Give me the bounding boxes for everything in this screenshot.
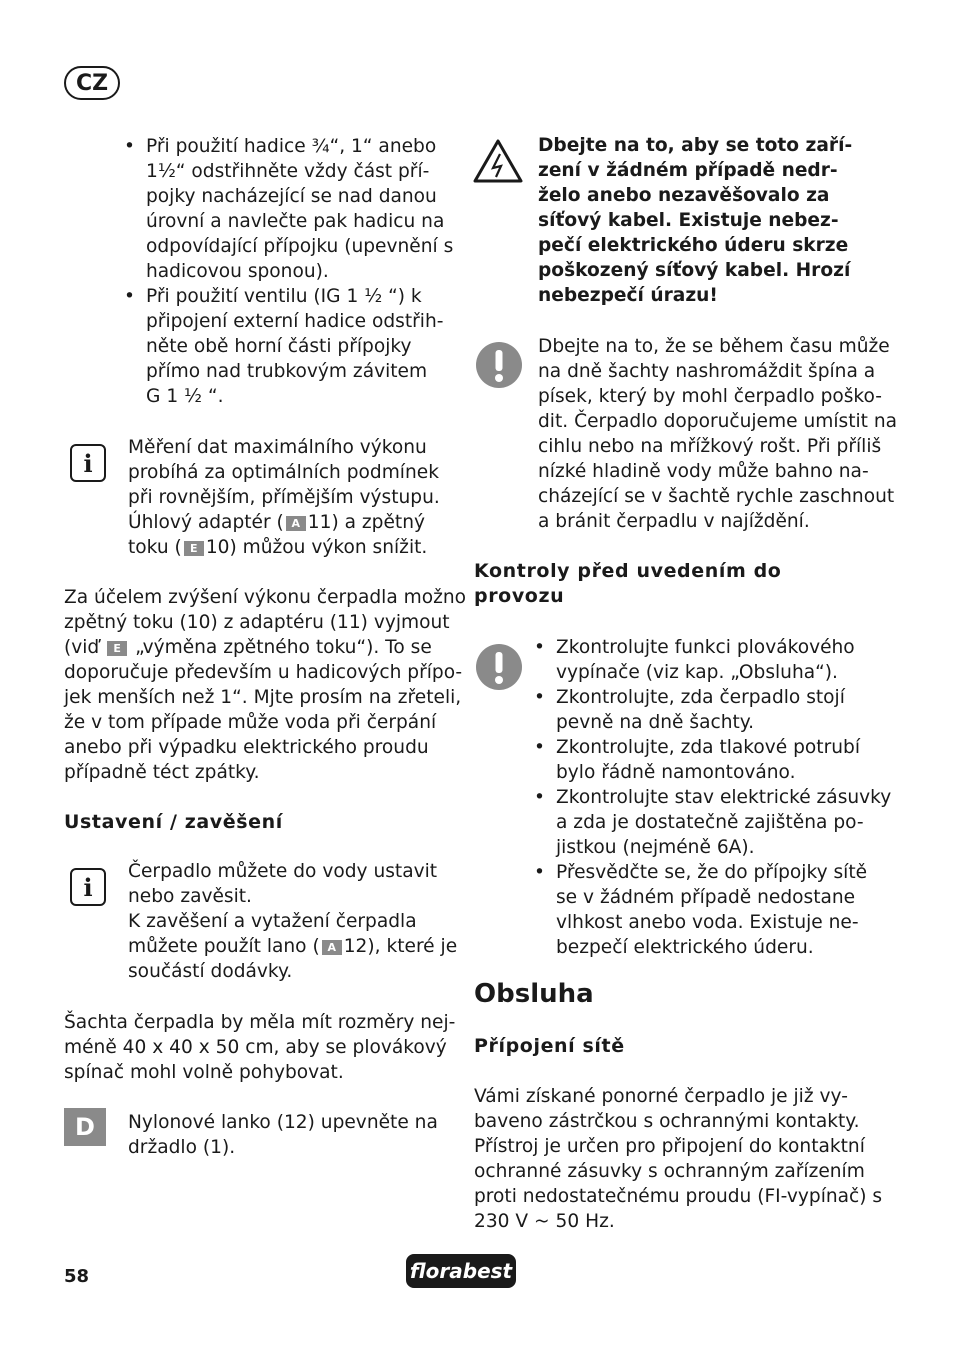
text-line: 1½“ odstřihněte vždy část pří- [146, 161, 430, 182]
step-badge-label: D [75, 1113, 95, 1141]
text-line: jek menších než 1“. Mjte prosím na zřeteli, [64, 687, 462, 708]
bullet-icon: • [534, 687, 545, 708]
text-line: že v tom případe může voda při čerpání [64, 712, 437, 733]
section-heading-checks [474, 559, 781, 609]
text-line: Nylonové lanko (12) upevněte na [128, 1112, 438, 1133]
text-line: ochranné zásuvky s ochranným zařízením [474, 1161, 865, 1182]
text-line: vlhkost anebo voda. Existuje ne- [556, 912, 859, 933]
text-fragment: Úhlový adaptér ( [128, 512, 284, 533]
section-heading-mains: Přípojení sítě [474, 1035, 625, 1057]
text-line: proti nedostatečnému proudu (FI-vypínač) s [474, 1186, 883, 1207]
text-fragment: toku ( [128, 537, 182, 558]
list-item [534, 635, 891, 685]
bullet-icon: • [124, 286, 135, 307]
text-line: K zavěšení a vytažení čerpadla [128, 911, 417, 932]
text-line: písek, který by mohl čerpadlo poško- [538, 386, 882, 407]
text-fragment: 10) můžou výkon snížit. [205, 537, 428, 558]
text-line: Při použití hadice ¾“, 1“ anebo [146, 136, 437, 157]
text-line: 230 V ~ 50 Hz. [474, 1211, 615, 1232]
text-line: cházející se v šachtě rychle zaschnout [538, 486, 895, 507]
text-line: Přesvědčte se, že do přípojky sítě [556, 862, 868, 883]
text-line: nízké hladině vody může bahno na- [538, 461, 869, 482]
section-heading-install: Ustavení / zavěšení [64, 811, 283, 833]
text-line: součástí dodávky. [128, 961, 293, 982]
info-icon: i [70, 868, 106, 906]
text-line: pečí elektrického úderu skrze [538, 235, 849, 256]
text-fragment: (viď [64, 637, 100, 658]
text-line: pevně na dně šachty. [556, 712, 755, 733]
text-line: Při použití ventilu (IG 1 ½ “) k [146, 286, 422, 307]
text-line: zpětný toku (10) z adaptéru (11) vyjmout [64, 612, 450, 633]
text-line [128, 535, 440, 560]
text-line: bylo řádně namontováno. [556, 762, 796, 783]
text-line: doporučuje především u hadicových přípo- [64, 662, 463, 683]
text-line: méně 40 x 40 x 50 cm, aby se plovákový [64, 1037, 447, 1058]
text-line: spínač mohl volně pohybovat. [64, 1062, 344, 1083]
text-line: Zkontrolujte, zda čerpadlo stojí [556, 687, 845, 708]
text-line: nebo zavěsit. [128, 886, 252, 907]
text-line: poškozený síťový kabel. Hrozí [538, 260, 851, 281]
bullet-icon: • [534, 737, 545, 758]
text-line: bezpečí elektrického úderu. [556, 937, 814, 958]
text-line: Zkontrolujte, zda tlakové potrubí [556, 737, 860, 758]
text-line: držadlo (1). [128, 1137, 236, 1158]
paragraph-mains [474, 1084, 882, 1234]
text-line: pojky nacházející se nad danou [146, 186, 437, 207]
bullet-list-left [124, 134, 454, 409]
text-line: něte obě horní části přípojky [146, 336, 412, 357]
bullet-icon: • [534, 637, 545, 658]
text-line: Šachta čerpadla by měla mít rozměry nej- [64, 1012, 456, 1033]
list-item [534, 860, 891, 960]
brand-logo [406, 1254, 516, 1288]
language-badge [64, 66, 120, 100]
list-item [124, 284, 453, 409]
text-line: želo anebo nezavěšovalo za [538, 185, 830, 206]
text-line: zení v žádném případě nedr- [538, 160, 838, 181]
page-number: 58 [64, 1266, 90, 1287]
list-item [124, 134, 454, 284]
exclamation-icon [476, 342, 522, 388]
text-line: se v žádném případě nedostane [556, 887, 856, 908]
text-line: při rovnějším, přímějším výstupu. [128, 487, 440, 508]
text-line: cihlu nebo na mřížkový rošt. Při příliš [538, 436, 882, 457]
figure-ref-badge: E [107, 641, 127, 656]
paragraph-shaft [64, 1010, 455, 1085]
text-line: Za účelem zvýšení výkonu čerpadla možno [64, 587, 467, 608]
text-line: anebo při výpadku elektrického proudu [64, 737, 429, 758]
text-fragment: 11) a zpětný [307, 512, 426, 533]
exclamation-icon [476, 644, 522, 690]
text-line [128, 510, 440, 535]
bullet-icon: • [534, 787, 545, 808]
text-line: úrovní a navlečte pak hadicu na [146, 211, 445, 232]
text-line: nebezpečí úrazu! [538, 285, 718, 306]
warning-text [538, 133, 852, 308]
list-item [534, 785, 892, 860]
text-fragment: 12), které je [343, 936, 458, 957]
text-line: Dbejte na to, že se během času může [538, 336, 890, 357]
text-line: baveno zástrčkou s ochrannými kontakty. [474, 1111, 860, 1132]
text-line: připojení externí hadice odstřih- [146, 311, 444, 332]
checks-list [534, 635, 892, 960]
info-note-performance [128, 435, 440, 560]
text-line: síťový kabel. Existuje nebez- [538, 210, 839, 231]
text-line: Zkontrolujte stav elektrické zásuvky [556, 787, 892, 808]
text-line: a zda je dostatečně zajištěna po- [556, 812, 864, 833]
text-line: Dbejte na to, aby se toto zaří- [538, 135, 853, 156]
text-line: Zkontrolujte funkci plovákového [556, 637, 855, 658]
text-line: dit. Čerpadlo doporučujeme umístit na [538, 411, 898, 432]
list-item [534, 685, 891, 735]
text-line: Vámi získané ponorné čerpadlo je již vy- [474, 1086, 848, 1107]
note-dirt [538, 334, 897, 534]
list-item [534, 735, 891, 785]
text-line [128, 934, 457, 959]
brand-logo-text: florabest [409, 1259, 513, 1283]
text-line: jistkou (nejméně 6A). [556, 837, 755, 858]
info-note-suspension [128, 859, 457, 984]
text-line: vypínače (viz kap. „Obsluha“). [556, 662, 838, 683]
bullet-icon: • [124, 136, 135, 157]
text-line: hadicovou sponou). [146, 261, 329, 282]
info-icon: i [70, 444, 106, 482]
bullet-icon: • [534, 862, 545, 883]
heading-line: Kontroly před uvedením do [474, 560, 782, 582]
text-line: G 1 ½ “. [146, 386, 224, 407]
text-line: odpovídající přípojku (upevnění s [146, 236, 454, 257]
text-line: probíhá za optimálních podmínek [128, 462, 439, 483]
figure-ref-badge: E [184, 541, 204, 556]
text-line: přímo nad trubkovým závitem [146, 361, 428, 382]
paragraph-performance [64, 585, 466, 785]
chapter-heading-operation: Obsluha [474, 979, 594, 1009]
electric-warning-icon [472, 138, 524, 184]
text-line [64, 635, 466, 660]
text-line: Měření dat maximálního výkonu [128, 437, 427, 458]
figure-ref-badge: A [286, 516, 306, 531]
text-line: na dně šachty nashromáždit špína a [538, 361, 876, 382]
step-d-text [128, 1110, 438, 1160]
figure-ref-badge: A [322, 940, 342, 955]
heading-line: provozu [474, 585, 565, 607]
text-line: Čerpadlo můžete do vody ustavit [128, 861, 438, 882]
text-line: Přístroj je určen pro připojení do kontaktní [474, 1136, 865, 1157]
text-fragment: „výměna zpětného toku“). To se [135, 637, 432, 658]
text-fragment: můžete použít lano ( [128, 936, 320, 957]
language-badge-label: CZ [75, 70, 109, 96]
text-line: případně téct zpátky. [64, 762, 260, 783]
step-badge [64, 1108, 106, 1146]
text-line: a bránit čerpadlu v najíždění. [538, 511, 810, 532]
